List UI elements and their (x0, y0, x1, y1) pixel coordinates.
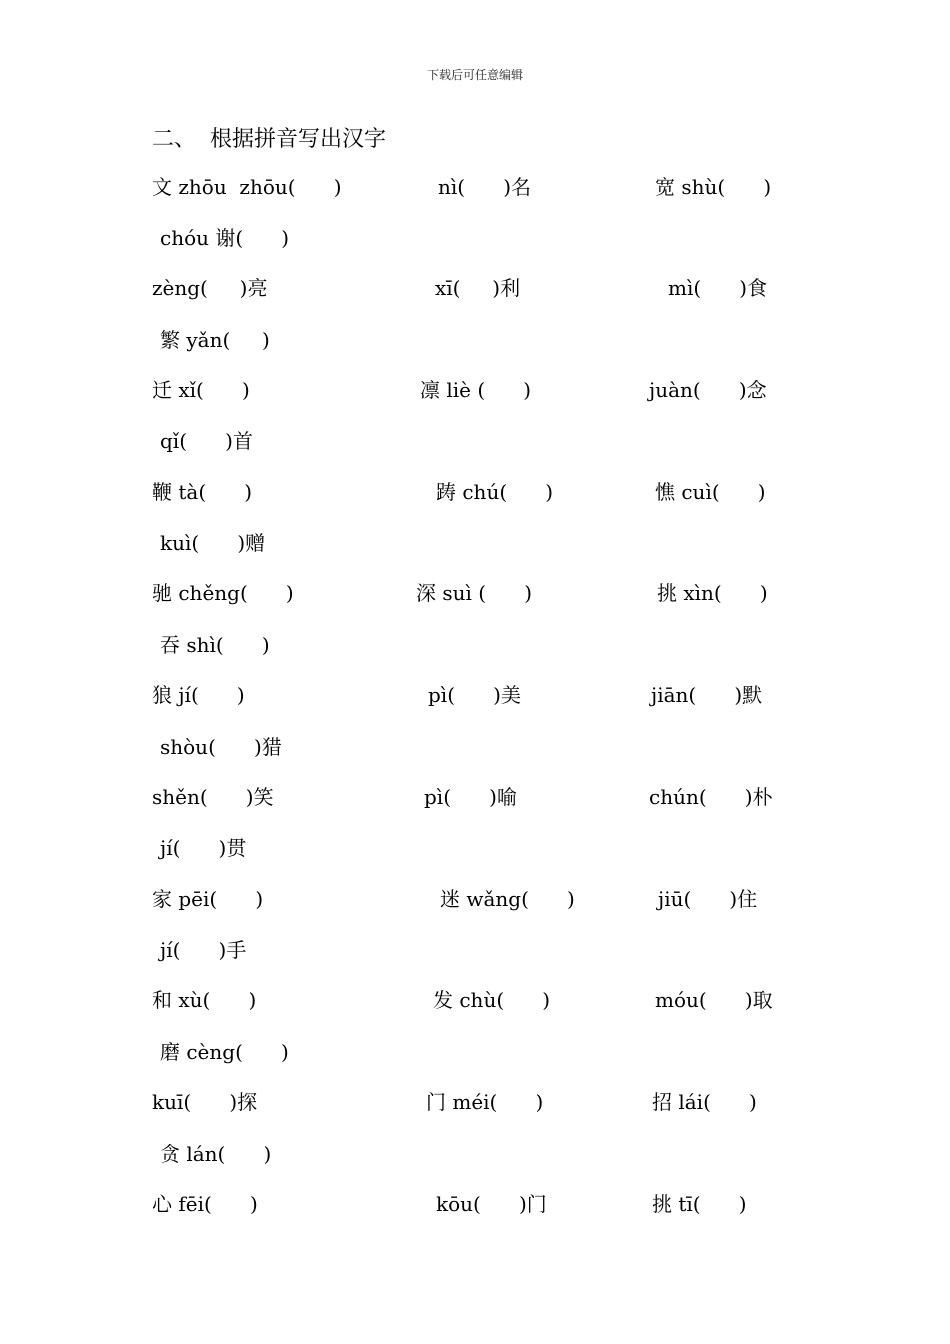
exercise-item: 文 zhōu zhōu( ) (152, 175, 342, 199)
exercise-item: 深 suì ( ) (416, 581, 533, 605)
exercise-item: 挑 xìn( ) (657, 581, 768, 605)
exercise-item: 门 méi( ) (426, 1090, 544, 1114)
exercise-item: kuī( )探 (152, 1090, 258, 1114)
exercise-item: 宽 shù( ) (655, 175, 772, 199)
exercise-item: mì( )食 (668, 276, 768, 300)
exercise-item: chóu 谢( ) (160, 226, 290, 250)
exercise-item: jí( )贯 (160, 836, 247, 860)
exercise-item: 憔 cuì( ) (655, 480, 766, 504)
exercise-item: shòu( )猎 (160, 735, 282, 759)
exercise-item: 心 fēi( ) (152, 1192, 258, 1216)
exercise-item: móu( )取 (655, 988, 773, 1012)
exercise-item: jí( )手 (160, 938, 247, 962)
exercise-item: shěn( )笑 (152, 785, 274, 809)
exercise-item: 磨 cèng( ) (160, 1040, 289, 1064)
exercise-item: 驰 chěng( ) (152, 581, 294, 605)
exercise-item: pì( )美 (428, 683, 521, 707)
exercise-item: nì( )名 (438, 175, 532, 199)
exercise-item: 迷 wǎng( ) (440, 887, 575, 911)
exercise-item: 吞 shì( ) (160, 633, 270, 657)
exercise-item: qǐ( )首 (160, 429, 253, 453)
exercise-item: 凛 liè ( ) (420, 378, 532, 402)
exercise-item: zèng( )亮 (152, 276, 268, 300)
exercise-item: 踌 chú( ) (436, 480, 554, 504)
exercise-item: jiū( )住 (658, 887, 758, 911)
exercise-item: 招 lái( ) (652, 1090, 757, 1114)
exercise-item: 发 chù( ) (433, 988, 551, 1012)
exercise-item: juàn( )念 (649, 378, 767, 402)
exercise-item: 迁 xǐ( ) (152, 378, 250, 402)
exercise-item: 繁 yǎn( ) (160, 328, 270, 352)
section-heading: 二、 根据拼音写出汉字 (152, 127, 386, 152)
exercise-item: 挑 tī( ) (652, 1192, 747, 1216)
exercise-item: 家 pēi( ) (152, 887, 264, 911)
page-header: 下载后可任意编辑 (426, 68, 523, 82)
exercise-item: pì( )喻 (424, 785, 517, 809)
exercise-item: 贪 lán( ) (160, 1142, 272, 1166)
exercise-item: 狼 jí( ) (152, 683, 245, 707)
exercise-item: kōu( )门 (436, 1192, 547, 1216)
exercise-item: xī( )利 (435, 276, 521, 300)
exercise-item: kuì( )赠 (160, 531, 266, 555)
exercise-item: 和 xù( ) (152, 988, 257, 1012)
exercise-item: chún( )朴 (649, 785, 773, 809)
exercise-item: 鞭 tà( ) (152, 480, 253, 504)
exercise-item: jiān( )默 (651, 683, 763, 707)
